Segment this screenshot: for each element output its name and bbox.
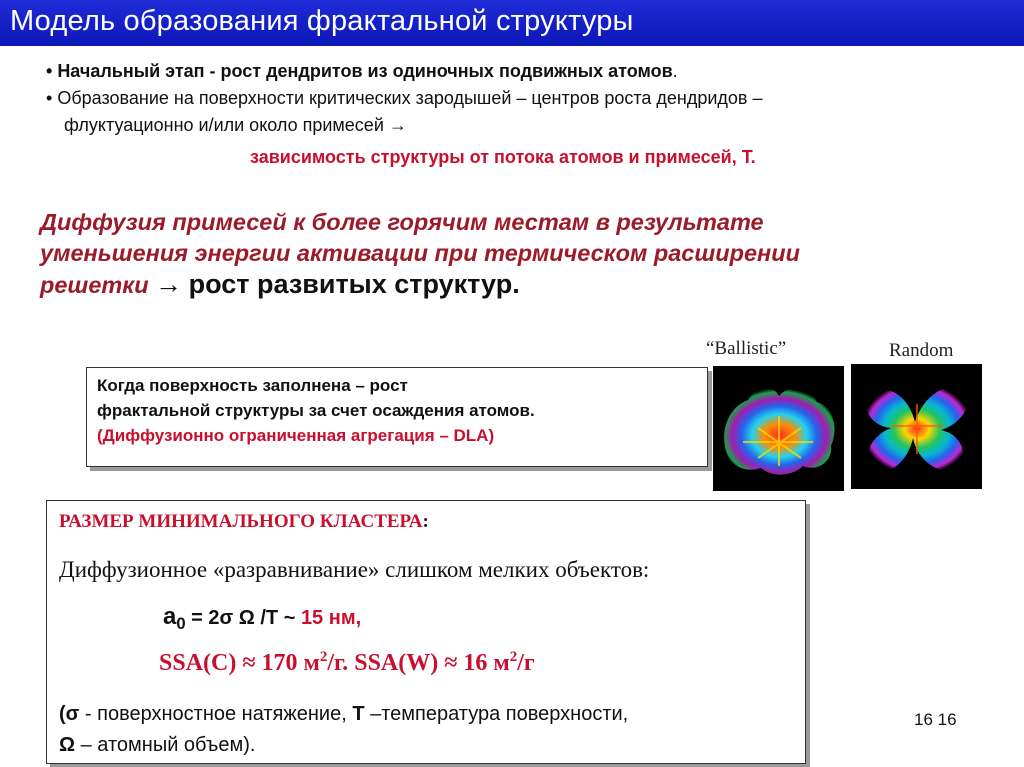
title-bar [0,0,1024,46]
dla-box [86,367,708,467]
legend-sigma-text: - поверхностное натяжение, [79,703,353,725]
arrow-icon: → [388,115,407,135]
ballistic-label: “Ballistic” [706,338,787,359]
dla-box-text [97,373,535,448]
ballistic-fractal-graphic [713,366,844,491]
cluster-size-heading [59,511,429,533]
cluster-size-colon: : [422,511,429,532]
legend-omega-text: – атомный объем). [75,734,256,756]
diffusion-line3a: решетки [40,272,149,298]
dependence-text: зависимость структуры от потока атомов и примесей, Т. [250,147,756,167]
bullet-initial-stage: • Начальный этап - рост дендритов из одиночных подвижных атомов. [46,61,678,81]
dla-line1: Когда поверхность заполнена – рост [97,376,408,395]
ssa-mid: /г. SSA(W) ≈ 16 м [327,650,510,676]
bullet-nuclei-line2: флуктуационно и/или около примесей [64,115,384,135]
legend-T-text: –температура поверхности, [364,703,629,725]
legend-sigma: (σ [59,703,80,725]
legend-line1 [59,699,628,730]
formula-middle: = 2σ Ω /T ~ [185,607,301,629]
dla-line2: фрактальной структуры за счет осаждения атомов. [97,401,535,420]
a0-formula [163,603,361,634]
page-number: 16 16 [914,710,957,729]
legend-line2 [59,730,628,761]
diffusion-line2: уменьшения энергии активации при термическом расширении [40,240,800,266]
symbol-legend [59,699,628,761]
diffusion-line1: Диффузия примесей к более горячим местам в результате [40,209,764,235]
bullet-nuclei-line2-row [46,112,763,139]
ballistic-fractal-image [713,366,844,491]
random-fractal-graphic [851,364,982,489]
bullet-initial-stage-text: Начальный этап - рост дендритов из одиночных подвижных атомов [57,61,673,81]
legend-T: Т [352,703,365,725]
ssa-end: /г [517,650,535,676]
bullet-nuclei-line1: Образование на поверхности критических зародышей – центров роста дендридов – [57,88,763,108]
cluster-size-box [46,500,806,764]
legend-omega: Ω [59,734,76,756]
random-fractal-image [851,364,982,489]
cluster-size-title: РАЗМЕР МИНИМАЛЬНОГО КЛАСТЕРА [59,511,423,532]
bullet-period: . [672,61,678,81]
bullet-nuclei: • Образование на поверхности критических зародышей – центров роста дендридов – [46,88,763,108]
arrow-icon: → [155,269,183,299]
diffusion-line3-row [40,269,990,301]
diffusion-line3b: рост развитых структур. [188,269,520,299]
dla-line3: (Диффузионно ограниченная агрегация – DLA) [97,426,495,445]
a0-subscript: 0 [176,614,186,633]
ssa-c: SSA(C) ≈ 170 м [159,650,320,676]
ssa-c-sup: 2 [319,649,328,665]
slide-title: Модель образования фрактальной структуры [10,5,634,37]
intro-bullets [46,58,763,139]
diffusive-smoothing-text: Диффузионное «разравнивание» слишком мелких объектов: [59,557,650,582]
formula-value: 15 нм, [300,607,362,629]
random-label: Random [889,340,954,361]
ssa-w-sup: 2 [509,649,518,665]
a0-symbol: a [163,603,177,630]
diffusion-paragraph [40,207,990,301]
ssa-values [159,649,535,677]
